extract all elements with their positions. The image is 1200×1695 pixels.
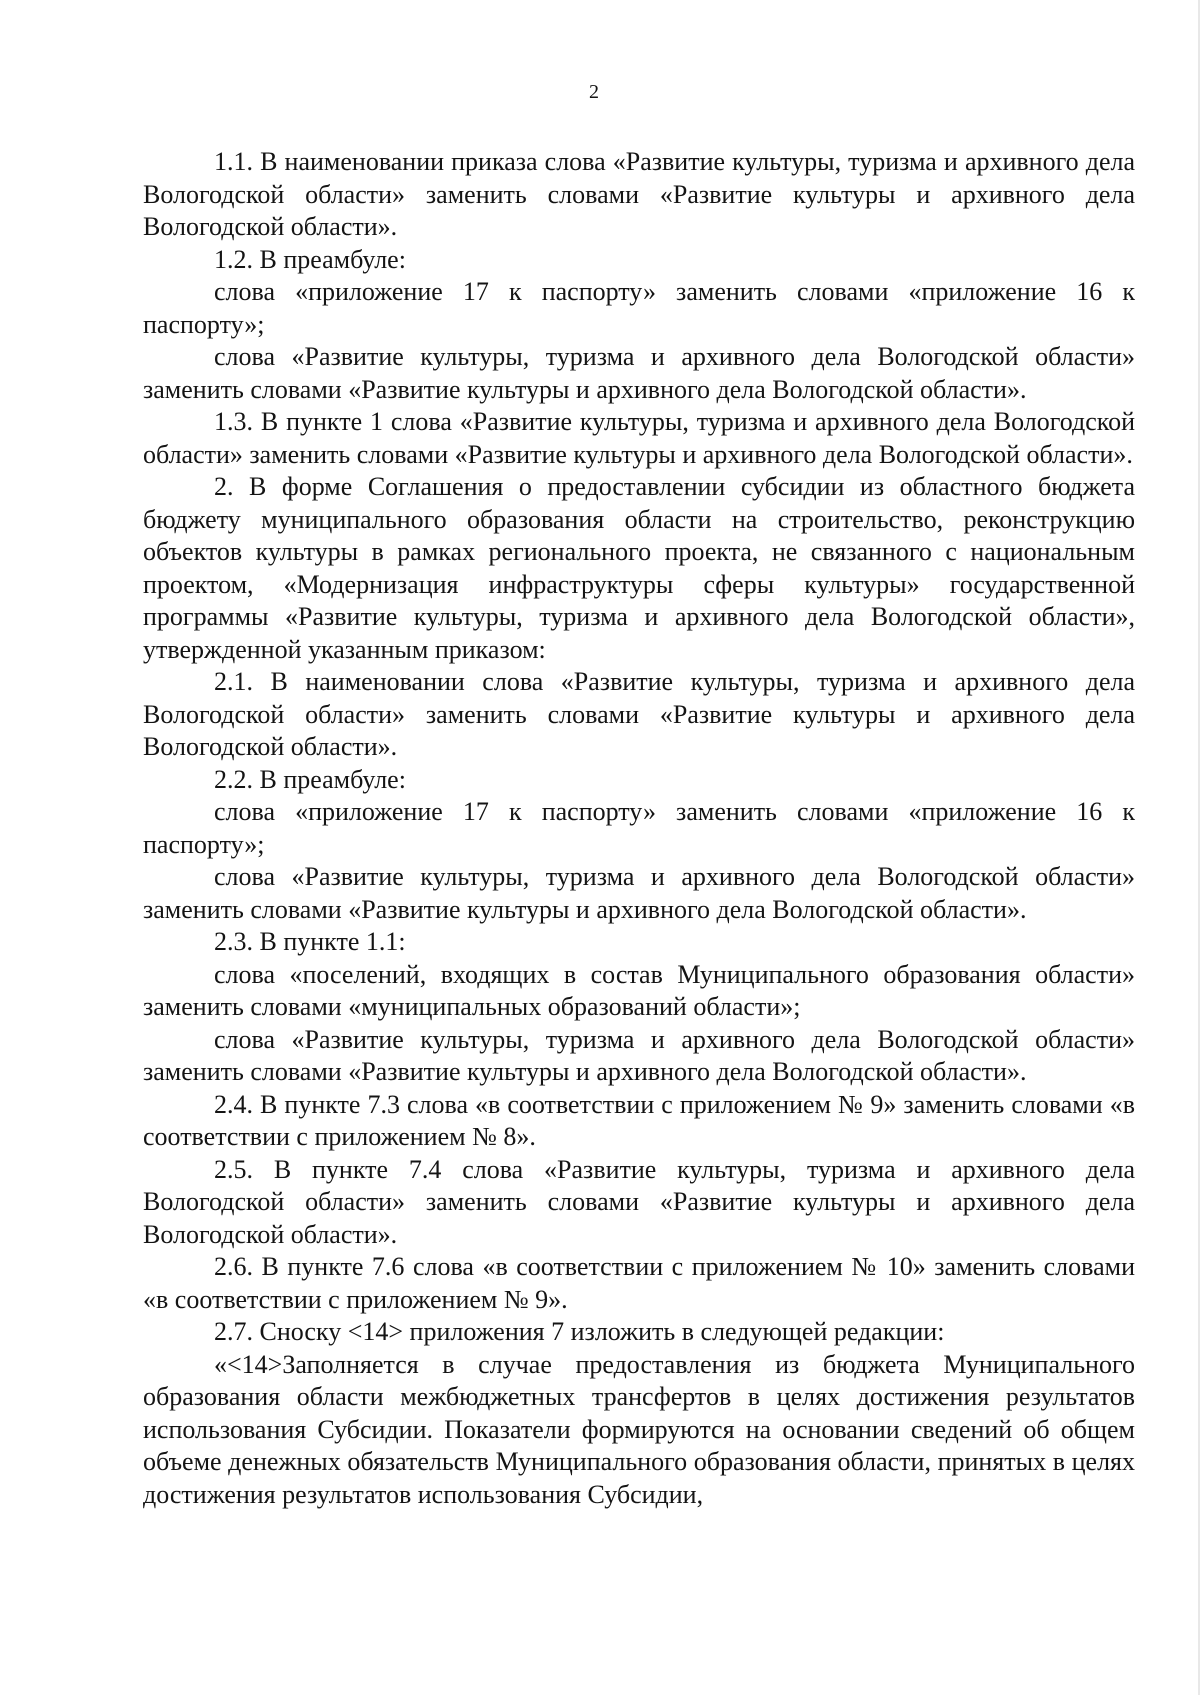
- paragraph-2-3-item-a: слова «поселений, входящих в состав Муниципального образования области» заменить словами «муниципальных образований области»;: [143, 959, 1135, 1021]
- paragraph-1-2: 1.2. В преамбуле:: [214, 244, 406, 274]
- paragraph-2-5: 2.5. В пункте 7.4 слова «Развитие культуры, туризма и архивного дела Вологодской области» заменить словами «Развитие культуры и архивного дела Вологодской области».: [143, 1154, 1135, 1249]
- paragraph-2-2-item-a: слова «приложение 17 к паспорту» заменить словами «приложение 16 к паспорту»;: [143, 797, 1135, 859]
- document-body: [143, 146, 1135, 1511]
- paragraph-1-1: 1.1. В наименовании приказа слова «Развитие культуры, туризма и архивного дела Вологодской области» заменить словами «Развитие культуры и архивного дела Вологодской области».: [143, 147, 1135, 241]
- paragraph-2-1: 2.1. В наименовании слова «Развитие культуры, туризма и архивного дела Вологодской области» заменить словами «Развитие культуры и архивного дела Вологодской области».: [143, 667, 1135, 761]
- paragraph-2-2: 2.2. В преамбуле:: [214, 764, 406, 794]
- paragraph-2-2-item-b: слова «Развитие культуры, туризма и архивного дела Вологодской области» заменить словами «Развитие культуры и архивного дела Вологодской области».: [143, 862, 1135, 924]
- paragraph-1-2-item-b: слова «Развитие культуры, туризма и архивного дела Вологодской области» заменить словами «Развитие культуры и архивного дела Вологодской области».: [143, 342, 1135, 404]
- footnote-14-text: «<14>Заполняется в случае предоставления из бюджета Муниципального образования области межбюджетных трансфертов в целях достижения результатов использования Субсидии. Показатели формируются на основании сведений об общем объеме денежных обязательств Муниципального образования области, принятых в целях достижения результатов использования Субсидии,: [143, 1349, 1135, 1509]
- page-number: 2: [589, 81, 599, 103]
- paragraph-2-7: 2.7. Сноску <14> приложения 7 изложить в следующей редакции:: [214, 1317, 945, 1346]
- paragraph-2-3: 2.3. В пункте 1.1:: [214, 927, 406, 956]
- paragraph-2-3-item-b: слова «Развитие культуры, туризма и архивного дела Вологодской области» заменить словами «Развитие культуры и архивного дела Вологодской области».: [143, 1024, 1135, 1086]
- paragraph-2-6: 2.6. В пункте 7.6 слова «в соответствии с приложением № 10» заменить словами «в соответствии с приложением № 9».: [143, 1252, 1135, 1314]
- paragraph-2-4: 2.4. В пункте 7.3 слова «в соответствии с приложением № 9» заменить словами «в соответствии с приложением № 8».: [143, 1089, 1135, 1151]
- paragraph-1-3: 1.3. В пункте 1 слова «Развитие культуры, туризма и архивного дела Вологодской области» заменить словами «Развитие культуры и архивного дела Вологодской области».: [143, 407, 1135, 469]
- paragraph-2: 2. В форме Соглашения о предоставлении субсидии из областного бюджета бюджету муниципального образования области на строительство, реконструкцию объектов культуры в рамках регионального проекта, не связанного с национальным проектом, «Модернизация инфраструктуры сферы культуры» государственной программы «Развитие культуры, туризма и архивного дела Вологодской области», утвержденной указанным приказом:: [143, 472, 1135, 664]
- paragraph-1-2-item-a: слова «приложение 17 к паспорту» заменить словами «приложение 16 к паспорту»;: [143, 277, 1135, 339]
